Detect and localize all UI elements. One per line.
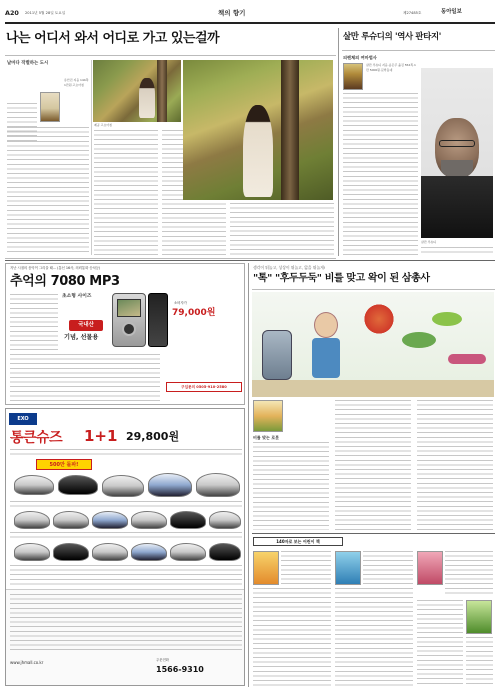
kids-book-2 — [335, 551, 361, 585]
shoe-image-6 — [14, 511, 50, 529]
center-rule — [252, 289, 495, 290]
shoe-image-7 — [53, 511, 89, 529]
shoe-footer-text — [10, 594, 242, 654]
shoe-ad-desc — [10, 449, 242, 455]
shoe-phone-label: 주문전화 — [156, 658, 169, 662]
mp3-price-label: 소비자가 — [174, 301, 187, 305]
main-bottom-rule — [5, 258, 336, 259]
rushdie-book-cover — [343, 63, 363, 90]
shoe-image-11 — [209, 511, 241, 529]
kids-section-title: 140자로 보는 어린이 책 — [276, 539, 320, 544]
main-body-col1b — [7, 127, 89, 255]
shoe-image-8 — [92, 511, 128, 529]
mp3-tagline: 기념, 선물용 — [64, 334, 99, 341]
photo-figure — [243, 105, 273, 197]
illustration-leaf-1 — [402, 332, 436, 348]
mp3-player-image-2 — [148, 293, 168, 347]
kids-book-3 — [417, 551, 443, 585]
mp3-phone: 구입문의 0505-910-2580 — [181, 385, 227, 389]
page-date: 2011년 5월 28일 토요일 — [25, 11, 66, 15]
author-large-photo — [183, 60, 333, 200]
rushdie-body-col2 — [421, 247, 493, 255]
main-photo-caption: 제공 고요아침 — [94, 123, 112, 127]
kids-col3c — [466, 637, 493, 686]
shoe-ad-title: 통큰슈즈 — [10, 430, 63, 446]
rushdie-book-meta: 살만 루슈디 지음·송은주 옮김 552쪽·1만 5000원·문학동네 — [366, 63, 416, 72]
kids-section-rule — [252, 533, 495, 534]
shoe-image-5 — [196, 473, 240, 497]
center-headline: "톡" "후두두둑" 비를 맞고 왁이 된 삼총사 — [253, 273, 430, 284]
shoe-ad — [5, 408, 245, 686]
shoe-phone[interactable]: 1566-9310 — [156, 665, 204, 674]
shoe-ad-banner — [36, 459, 92, 470]
page-number: A20 — [5, 9, 19, 17]
shoe-website[interactable]: www.jhmall.co.kr — [10, 660, 44, 665]
col-divider-main — [338, 28, 339, 256]
main-body-col2 — [94, 130, 158, 255]
shoe-ad-offer: 1+1 — [84, 427, 118, 445]
mp3-ad-features — [10, 294, 58, 352]
shoe-image-12 — [14, 543, 50, 561]
rushdie-photo-caption: 살만 루슈디 — [421, 240, 437, 244]
illustration-boy-body — [312, 338, 340, 378]
shoe-image-16 — [170, 543, 206, 561]
shoe-image-4 — [148, 473, 192, 497]
mp3-badge — [69, 320, 103, 331]
shoe-ad-brand-box — [9, 413, 37, 425]
photo-person — [139, 78, 155, 118]
page-header — [5, 8, 495, 22]
kids-book-4 — [466, 600, 492, 634]
mp3-ad — [5, 263, 245, 405]
mp3-sub-label: 초소형 사이즈 — [62, 294, 92, 299]
rushdie-body — [421, 176, 493, 238]
kids-col3b — [417, 600, 463, 686]
mp3-badge-text: 국내산 — [78, 322, 94, 328]
center-book-title: 비를 맞는 로봇 — [253, 435, 279, 440]
shoe-image-3 — [102, 475, 144, 497]
shoe-image-15 — [131, 543, 167, 561]
section-title: 책의 향기 — [218, 9, 246, 17]
book-cover-main — [40, 92, 60, 122]
mp3-ad-title: 추억의 7080 MP3 — [10, 274, 120, 289]
shoe-image-1 — [14, 475, 54, 495]
main-book-meta: 유안진 지음 144쪽 1만원·고요아침 — [64, 78, 89, 87]
center-kicker: 생각이 뛰놀고, 상상이 뛰놀고, 앎을 뛰놀게! — [253, 265, 326, 270]
kids-col2 — [363, 551, 413, 585]
shoe-labels-row2 — [10, 532, 242, 538]
rushdie-rule — [342, 50, 495, 51]
rushdie-headline: 살만 루슈디의 '역사 판타지' — [343, 31, 442, 41]
shoe-image-9 — [131, 511, 167, 529]
main-book-title: 날마다 작별하는 도시 — [7, 61, 49, 66]
photo-tree-trunk — [157, 60, 167, 122]
headline-rule — [5, 55, 336, 56]
kids-col1b — [253, 588, 331, 686]
mp3-phone-box[interactable] — [166, 382, 242, 392]
kids-col3 — [445, 551, 493, 597]
shoe-image-2 — [58, 475, 98, 495]
shoe-footer — [6, 589, 245, 686]
main-article-photo — [93, 60, 181, 122]
shoe-image-13 — [53, 543, 89, 561]
mp3-price: 79,000원 — [172, 308, 216, 318]
rushdie-glasses — [439, 140, 475, 147]
shoe-image-14 — [92, 543, 128, 561]
center-body-col2 — [335, 400, 411, 530]
newspaper-logo: 동아일보 — [441, 9, 462, 15]
rushdie-book-title: 피렌체의 여마법사 — [343, 55, 377, 60]
mid-rule — [5, 260, 495, 261]
shoe-ad-price: 29,800원 — [126, 430, 180, 443]
shoe-ad-brand: EXO — [17, 416, 29, 422]
rushdie-body-col1 — [343, 93, 418, 255]
main-body-col4 — [230, 203, 334, 255]
illustration-plant-1 — [362, 302, 396, 336]
col-divider-bottom — [248, 263, 249, 687]
mp3-ad-body — [10, 354, 160, 402]
illustration-leaf-2 — [432, 312, 462, 326]
kids-section-header — [253, 537, 343, 546]
shoe-labels-row3 — [10, 565, 242, 585]
mp3-player-wheel — [122, 322, 136, 336]
shoe-image-17 — [209, 543, 241, 561]
center-body-col3 — [417, 400, 493, 530]
col-divider-1 — [91, 60, 92, 255]
illustration-ground — [252, 380, 494, 397]
illustration-robot — [262, 330, 292, 380]
shoe-image-10 — [170, 511, 206, 529]
mp3-ad-top-text: 지난 시절의 음악이 그리울 때… (통신 16사, 의뢰통화 승차등) — [10, 266, 101, 270]
kids-col2b — [335, 588, 413, 686]
header-rule — [5, 22, 495, 24]
center-book-cover — [253, 400, 283, 432]
photo-trunk — [281, 60, 299, 200]
kids-col1 — [281, 551, 331, 585]
illustration-boy — [314, 312, 338, 338]
issue-number: 제27485호 — [403, 11, 422, 15]
rushdie-photo — [421, 68, 493, 238]
illustration-worm — [448, 354, 486, 364]
shoe-labels-row1 — [10, 501, 242, 507]
shoe-ad-banner-text: 500만 돌파! — [49, 462, 79, 468]
center-illustration — [252, 292, 494, 397]
main-headline: 나는 어디서 와서 어디로 가고 있는걸까 — [6, 31, 220, 46]
mp3-player-screen — [117, 299, 141, 317]
center-body-col1 — [253, 442, 329, 530]
kids-book-1 — [253, 551, 279, 585]
mp3-player-image — [112, 293, 146, 347]
